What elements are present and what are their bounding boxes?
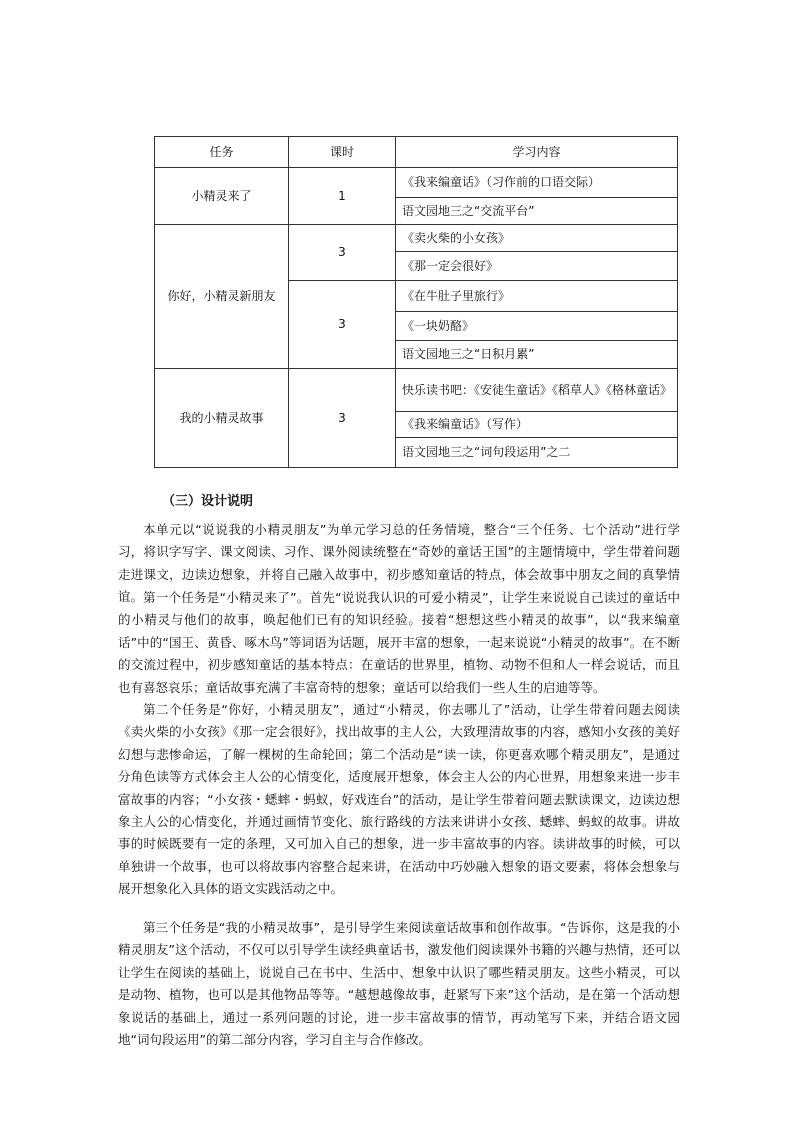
- hours-cell: 3: [289, 369, 396, 468]
- task-cell: 我的小精灵故事: [155, 369, 289, 468]
- content-cell: 《在牛肚子里旅行》: [396, 281, 678, 312]
- task-cell: 小精灵来了: [155, 168, 289, 225]
- content-cell: 语文园地三之“日积月累”: [396, 341, 678, 369]
- table-row: [155, 168, 678, 198]
- content-cell: 语文园地三之“词句段运用”之二: [396, 438, 678, 468]
- hours-cell: 1: [289, 168, 396, 225]
- paragraph: 第三个任务是“我的小精灵故事”，是引导学生来阅读童话故事和创作故事。“告诉你，这是我的小精灵朋友”这个活动，不仅可以引导学生读经典童话书，激发他们阅读课外书籍的兴趣与热情，还可以让学生在阅读的基础上，说说自己在书中、生活中、想象中认识了哪些精灵朋友。这些小精灵，可以是动物、植物，也可以是其他物品等等。“越想越像故事，赶紧写下来”这个活动，是在第一个活动想象说话的基础上，通过一系列问题的讨论，进一步丰富故事的情节，再动笔写下来，并结合语文园地“词句段运用”的第二部分内容，学习自主与合作修改。: [118, 920, 680, 1048]
- table-row: [155, 369, 678, 412]
- table-row: [155, 225, 678, 252]
- content-cell: 《我来编童话》（写作）: [396, 412, 678, 438]
- content-cell: 《卖火柴的小女孩》: [396, 225, 678, 252]
- task-cell: 你好，小精灵新朋友: [155, 225, 289, 369]
- content-cell: 《我来编童话》（习作前的口语交际）: [396, 168, 678, 198]
- content-cell: 《一块奶酪》: [396, 312, 678, 341]
- hours-cell: 3: [289, 281, 396, 369]
- study-plan-table: [154, 136, 678, 468]
- content-cell: 语文园地三之“交流平台”: [396, 198, 678, 225]
- header-task: 任务: [155, 137, 289, 168]
- table-header-row: [155, 137, 678, 168]
- header-hours: 课时: [289, 137, 396, 168]
- paragraph: 第二个任务是“你好，小精灵朋友”，通过“小精灵，你去哪儿了”活动，让学生带着问题去阅读《卖火柴的小女孩》《那一定会很好》，找出故事的主人公，大致理清故事的内容，感知小女孩的美好幻想与悲惨命运，了解一棵树的生命轮回；第二个活动是“读一读，你更喜欢哪个精灵朋友”，是通过分角色读等方式体会主人公的心情变化，适度展开想象，体会主人公的内心世界，用想象来进一步丰富故事的内容；“小女孩・蟋蟀・蚂蚁，好戏连台”的活动，是让学生带着问题去默读课文，边读边想象主人公的心情变化，并通过画情节变化、旅行路线的方法来讲讲小女孩、蟋蟀、蚂蚁的故事。讲故事的时候既要有一定的条理，又可加入自己的想象，进一步丰富故事的内容。读讲故事的时候，可以单独讲一个故事，也可以将故事内容整合起来讲，在活动中巧妙融入想象的语文要素，将体会想象与展开想象化入具体的语文实践活动之中。: [118, 702, 680, 897]
- paragraph: 第一个任务是“小精灵来了”。首先“说说我认识的可爱小精灵”，让学生来说说自己读过的童话中的小精灵与他们的故事，唤起他们已有的知识经验。接着“想想这些小精灵的故事”，以“我来编童话”中的“国王、黄昏、啄木鸟”等词语为话题，展开丰富的想象，一起来说说“小精灵的故事”。在不断的交流过程中，初步感知童话的基本特点：在童话的世界里，植物、动物不但和人一样会说话，而且也有喜怒哀乐；童话故事充满了丰富奇特的想象；童话可以给我们一些人生的启迪等等。: [118, 590, 680, 695]
- hours-cell: 3: [289, 225, 396, 281]
- paragraph: 本单元以“说说我的小精灵朋友”为单元学习总的任务情境，整合“三个任务、七个活动”进行学习，将识字写字、课文阅读、习作、课外阅读统整在“奇妙的童话王国”的主题情境中，学生带着问题走进课文，边读边想象，并将自己融入故事中，初步感知童话的特点，体会故事中朋友之间的真挚情谊。: [118, 522, 680, 605]
- content-cell: 《那一定会很好》: [396, 252, 678, 281]
- section-title: （三）设计说明: [162, 494, 254, 509]
- content-cell: 快乐读书吧：《安徒生童话》《稻草人》《格林童话》: [396, 369, 678, 412]
- header-content: 学习内容: [396, 137, 678, 168]
